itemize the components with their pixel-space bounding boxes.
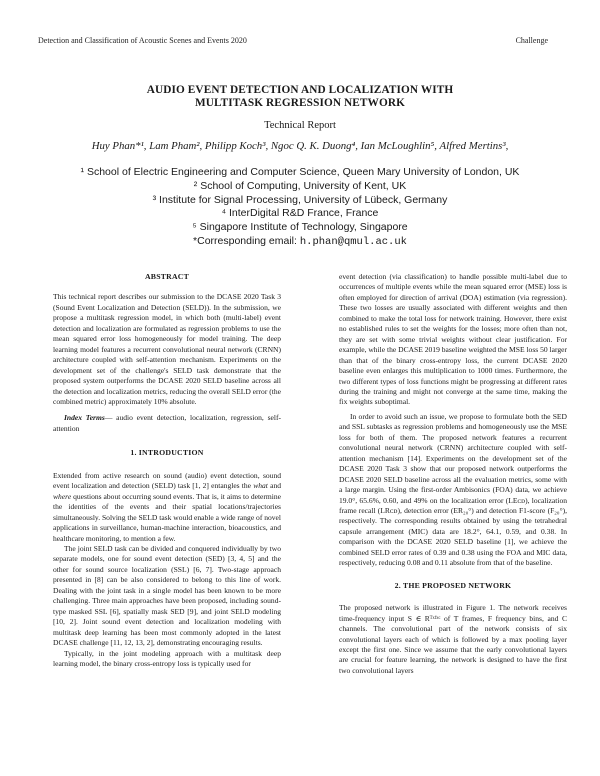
abstract-heading: ABSTRACT bbox=[144, 272, 190, 281]
intro-paragraph-2: The joint SELD task can be divided and conquered individually by two separate models, one for sound event detection (SED) [3, 4, 5] and the other for sound source localization (SSL) [6, 7]. Two-stage approach presented in [8] can be also considered to belong to this line of work. Dealing with the joint task in a single model has been known to be more challenging. Three main approaches have been proposed, including sound-type masked SSL [6], spatially mask SED [9], and joint SELD modeling [10, 2]. Joint sound event detection and localization modeling with multitask deep learning has been most commonly adopted in the latest DCASE challenge [11, 12, 13, 2], demonstrating encouraging results. bbox=[53, 543, 281, 648]
affiliation-5: ⁵ Singapore Institute of Technology, Singapore bbox=[192, 221, 408, 234]
intro-p1-part-c: questions about occurring sound events. That is, it aims to determine the identities of the events and their spatial locations/trajectories simultaneously. Solving the SELD task would enable a wide range of novel applications in surveillance, human-machine interaction, bioacoustics, and healthcare monitoring, to mention a few. bbox=[53, 491, 281, 543]
report-type: Technical Report bbox=[264, 120, 336, 131]
intro-p1-part-a: Extended from active research on sound (audio) event detection, sound event localization and detection (SELD) task [1, 2] entangles the bbox=[53, 470, 281, 491]
author-list: Huy Phan*¹, Lam Pham², Philipp Koch³, Ngoc Q. K. Duong⁴, Ian McLoughlin⁵, Alfred Mertins³, bbox=[91, 140, 509, 152]
network-heading: 2. THE PROPOSED NETWORK bbox=[394, 580, 512, 590]
introduction-heading: 1. INTRODUCTION bbox=[130, 448, 204, 458]
corresponding-label: *Corresponding email: bbox=[193, 234, 300, 247]
running-header-left: Detection and Classification of Acoustic Scenes and Events 2020 bbox=[38, 36, 247, 45]
index-terms-label: Index Terms bbox=[64, 413, 105, 423]
affiliation-3: ³ Institute for Signal Processing, University of Lübeck, Germany bbox=[152, 193, 448, 206]
intro-p1-what: what bbox=[253, 481, 268, 491]
corresponding-email: h.phan@qmul.ac.uk bbox=[299, 235, 407, 248]
left-column bbox=[53, 272, 281, 669]
affiliation-2: ² School of Computing, University of Kent, UK bbox=[193, 179, 407, 192]
index-terms-text: — audio event detection, localization, regression, self-attention bbox=[53, 413, 281, 433]
affiliation-4: ⁴ InterDigital R&D France, France bbox=[221, 207, 379, 220]
intro-p1-where: where bbox=[53, 491, 72, 501]
corresponding-author bbox=[0, 235, 600, 250]
paper-title bbox=[0, 84, 600, 110]
abstract-text: This technical report describes our submission to the DCASE 2020 Task 3 (Sound Event Localization and Detection (SELD)). In the submission, we propose a multitask regression model, in which both (multi-label) event detection and localization are formulated as regression problems to use the mean squared error loss homogeneously for model training. The deep learning model features a recurrent convolutional neural network (CRNN) architecture coupled with self-attention mechanism. Experiments on the development set of the challenge's SELD task demonstrate that the proposed system outperforms the DCASE 2020 SELD baseline across all the detection and localization metrics, reducing the overall SELD error (the combined metric) approximately 10% absolute. bbox=[53, 292, 281, 406]
right-paragraph-2: In order to avoid such an issue, we propose to formulate both the SED and SSL subtasks as regression problems and homogeneously use the MSE loss for both of them. The proposed network features a recurrent convolutional neural network (CRNN) architecture coupled with self-attention mechanism [14]. Experiments on the development set of the DCASE 2020 Task 3 show that our proposed network outperforms the DCASE 2020 SELD baseline across all the evaluation metrics, some with a large margin. Using the first-order Ambisonics (FOA) data, we achieve 19.0°, 65.6%, 0.60, and 49% on the localization error (LEᴄᴅ), localization frame recall (LRᴄᴅ), detection error (ER₂₀°) and detection F1-score (F₂₀°), respectively. The corresponding results obtained by using the tetrahedral capsule arrangement (MIC) data are 18.2°, 64.1, 0.59, and 0.38. In comparison with the DCASE 2020 SELD baseline [1], we achieve the combined SELD error rates of 0.39 and 0.38 using the FOA and MIC data, respectively, reducing 0.08 and 0.11 absolute from that of the baseline. bbox=[339, 411, 567, 568]
affiliation-1: ¹ School of Electric Engineering and Computer Science, Queen Mary University of London, UK bbox=[80, 166, 520, 178]
title-line-1: AUDIO EVENT DETECTION AND LOCALIZATION WITH bbox=[146, 84, 454, 96]
index-terms bbox=[53, 413, 281, 434]
network-paragraph-1: The proposed network is illustrated in Figure 1. The network receives time-frequency input S ∈ Rᵀˣᶠˣᶜ of T frames, F frequency bins, and C channels. The convolutional part of the network consists of six convolutional layers each of which is followed by a max pooling layer except the first one. Since we assume that the early convolutional layers are crucial for feature learning, the network is designed to have the first two convolutional layers bbox=[339, 603, 567, 675]
intro-p1-part-b: and bbox=[267, 481, 281, 491]
right-column bbox=[339, 272, 567, 676]
title-line-2: MULTITASK REGRESSION NETWORK bbox=[195, 97, 405, 109]
right-paragraph-1: event detection (via classification) to handle possible multi-label due to occurrences of multiple events while the mean squared error (MSE) loss is often employed for direction of arrival (DOA) estimation (via regression). These two losses are usually associated with different weights and then combined to make the total loss for network training. However, there exist no established rules to set the weights for the losses; more often than not, they are set with some trivial weights without clear justification. For example, while the DCASE 2019 baseline weighted the MSE loss 50 larger than that of the binary cross-entropy loss, the current DCASE 2020 baseline even enlarges this multiplication to 1000 times. Furthermore, the two different types of loss functions might be progressing at different rates during the training and might not converge at the same time, making the fix weights suboptimal. bbox=[339, 272, 567, 407]
running-header-right: Challenge bbox=[515, 36, 548, 45]
affiliations bbox=[0, 166, 600, 250]
intro-paragraph-1 bbox=[53, 471, 281, 544]
intro-paragraph-3: Typically, in the joint modeling approach with a multitask deep learning model, the binary cross-entropy loss is typically used for bbox=[53, 648, 281, 668]
